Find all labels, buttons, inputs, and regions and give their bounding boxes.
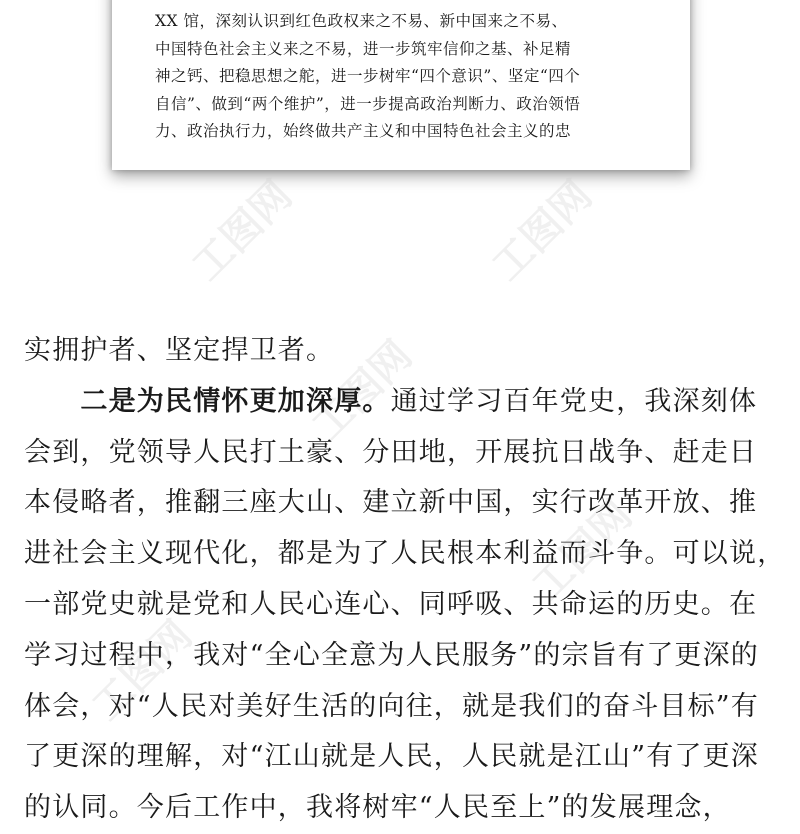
body-line: 本侵略者，推翻三座大山、建立新中国，实行改革开放、推: [24, 487, 758, 519]
paragraph-opening: [24, 377, 784, 428]
body-line: 体会，对“人民对美好生活的向往，就是我们的奋斗目标”有: [24, 690, 760, 722]
paragraph-lead-heading: 二是为民情怀更加深厚。: [80, 385, 391, 417]
body-line: 会到，党领导人民打土豪、分田地，开展抗日战争、赶走日: [24, 436, 758, 468]
watermark: 工图网: [83, 612, 202, 730]
body-line: 进社会主义现代化，都是为了人民根本利益而斗争。可以说，: [24, 538, 786, 570]
body-text: [24, 326, 784, 834]
watermark: 工图网: [523, 492, 642, 610]
preview-text-block: [155, 8, 655, 146]
preview-line: 中国特色社会主义来之不易，进一步筑牢信仰之基、补足精: [155, 39, 572, 58]
body-line: 的认同。今后工作中，我将树牢“人民至上”的发展理念，: [24, 792, 731, 824]
watermark: 工图网: [483, 172, 602, 290]
preview-line: 神之钙、把稳思想之舵，进一步树牢“四个意识”、坚定“四个: [155, 67, 581, 85]
preview-line: 自信”、做到“两个维护”，进一步提高政治判断力、政治领悟: [155, 94, 581, 113]
body-line: 了更深的理解，对“江山就是人民，人民就是江山”有了更深: [24, 741, 760, 773]
watermark: 工图网: [303, 332, 422, 450]
preview-line: XX 馆，深刻认识到红色政权来之不易、新中国来之不易、: [155, 12, 568, 30]
body-line: 一部党史就是党和人民心连心、同呼吸、共命运的历史。在: [24, 588, 758, 620]
preview-line: 力、政治执行力，始终做共产主义和中国特色社会主义的忠: [155, 122, 572, 140]
watermark: 工图网: [183, 172, 302, 290]
body-line: 实拥护者、坚定捍卫者。: [24, 335, 335, 366]
body-line: 学习过程中，我对“全心全意为人民服务”的宗旨有了更深的: [24, 639, 760, 671]
paragraph-lead-rest: 通过学习百年党史，我深刻体: [390, 385, 758, 417]
